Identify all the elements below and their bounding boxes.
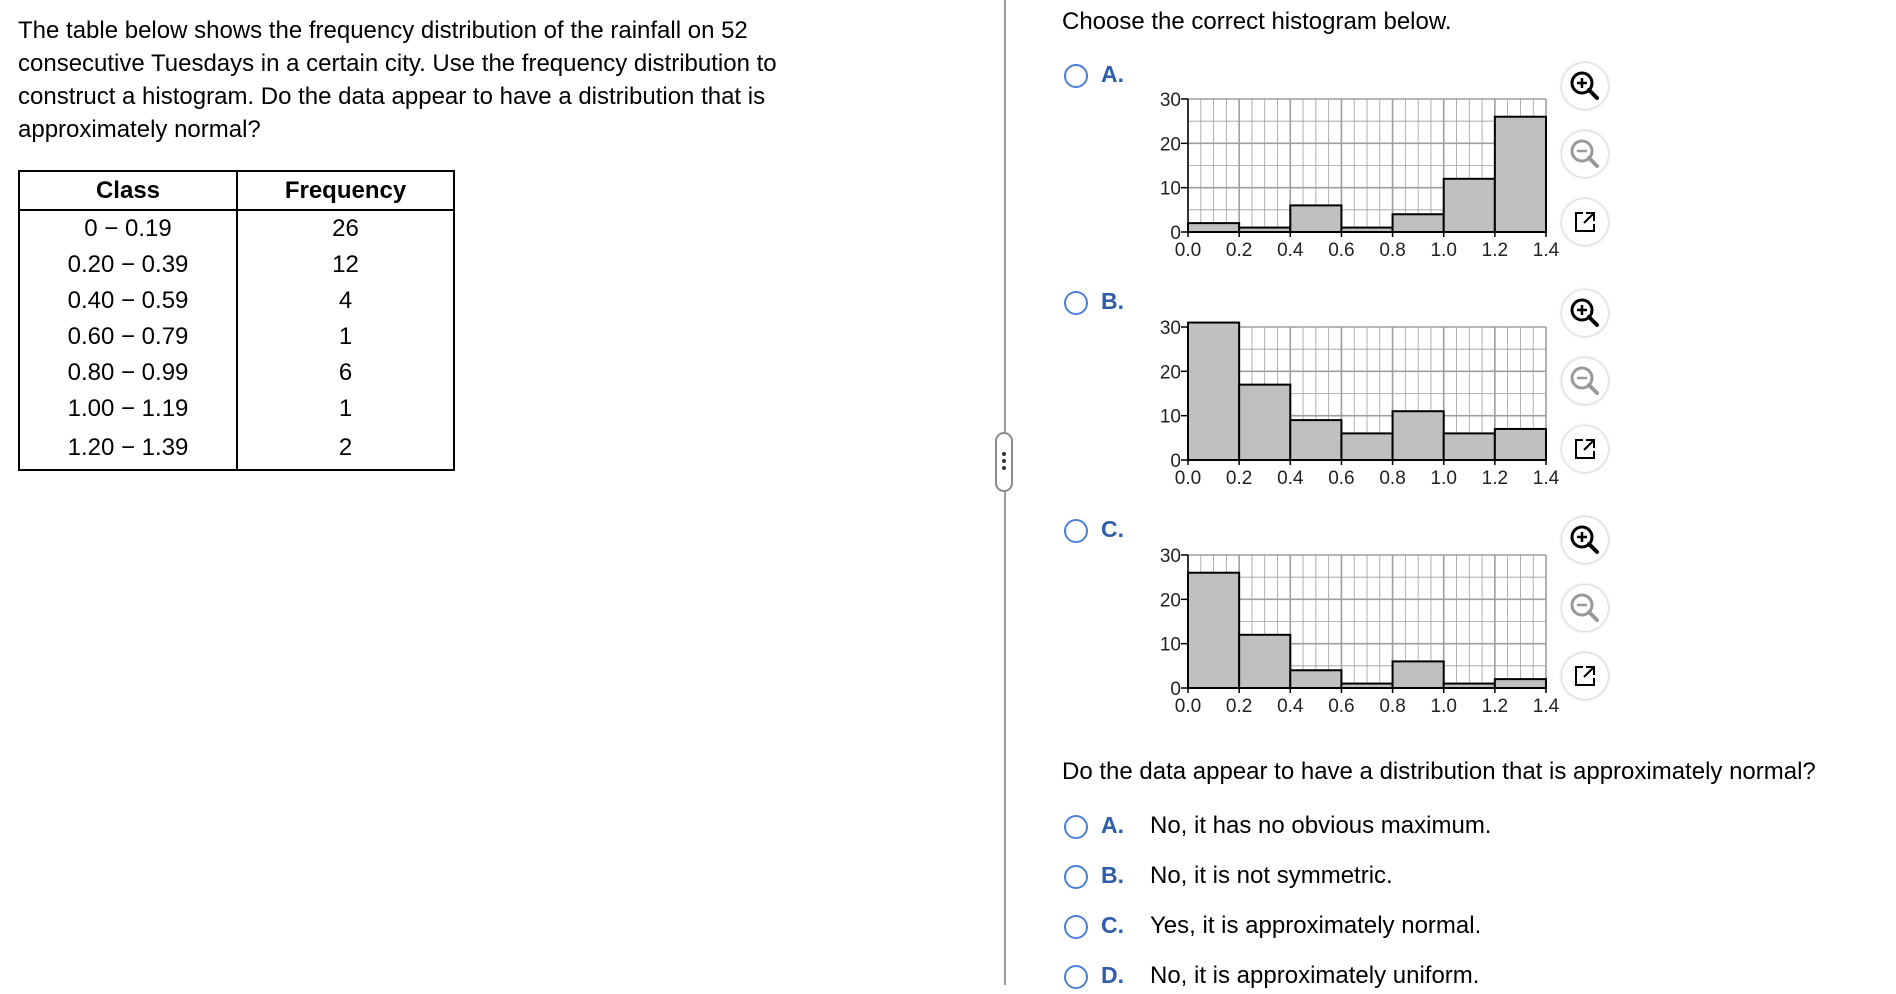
answer-radio-d[interactable] <box>1064 965 1088 989</box>
table-row <box>19 427 454 470</box>
frequency-cell: 2 <box>237 427 454 470</box>
histogram-radio-c[interactable] <box>1064 519 1088 543</box>
x-tick-label: 0.0 <box>1174 240 1202 261</box>
x-tick-label: 0.0 <box>1174 468 1202 489</box>
answer-letter-a: A. <box>1101 812 1124 838</box>
x-tick-label: 1.2 <box>1481 468 1509 489</box>
class-cell: 0.60 − 0.79 <box>19 319 237 355</box>
external-link-icon <box>1562 199 1608 245</box>
zoom-out-icon <box>1562 358 1608 404</box>
table-row <box>19 355 454 391</box>
grip-dot <box>1002 452 1006 456</box>
histogram-bar <box>1290 670 1341 688</box>
y-tick-label: 0 <box>1170 679 1181 700</box>
zoom-in-icon <box>1562 517 1608 563</box>
x-tick-label: 1.2 <box>1481 696 1509 717</box>
histogram-bar <box>1188 223 1239 232</box>
question-text: The table below shows the frequency distribution of the rainfall on 52 consecutive Tuesdays in a certain city. Use the frequency distribution to construct a histogram. Do the data appear to have a distribution that is approximately normal? <box>18 17 777 143</box>
answer-letter-d: D. <box>1101 962 1124 988</box>
histogram-bar <box>1393 214 1444 232</box>
y-tick-label: 20 <box>1159 362 1181 384</box>
table-row <box>19 319 454 355</box>
x-tick-label: 1.4 <box>1532 468 1560 489</box>
histogram-bar <box>1495 117 1546 232</box>
histogram-radio-b[interactable] <box>1064 291 1088 315</box>
table-row <box>19 210 454 247</box>
open-in-new-window-button[interactable] <box>1562 426 1608 472</box>
histogram-c <box>1145 544 1565 719</box>
question-panel <box>18 14 878 146</box>
histogram-b <box>1145 316 1565 491</box>
class-cell: 1.00 − 1.19 <box>19 391 237 427</box>
histogram-bar <box>1341 433 1392 460</box>
zoom-in-button[interactable] <box>1562 290 1608 336</box>
y-tick-label: 20 <box>1159 590 1181 612</box>
x-tick-label: 0.2 <box>1225 468 1253 489</box>
histogram-bar <box>1393 661 1444 688</box>
class-cell: 0 − 0.19 <box>19 210 237 247</box>
normality-question: Do the data appear to have a distribution that is approximately normal? <box>1062 758 1816 785</box>
frequency-cell: 12 <box>237 247 454 283</box>
x-tick-label: 1.4 <box>1532 696 1560 717</box>
zoom-in-icon <box>1562 63 1608 109</box>
class-cell: 0.40 − 0.59 <box>19 283 237 319</box>
x-tick-label: 0.0 <box>1174 696 1202 717</box>
class-cell: 0.20 − 0.39 <box>19 247 237 283</box>
y-tick-label: 30 <box>1159 90 1181 111</box>
y-tick-label: 0 <box>1170 451 1181 472</box>
histogram-bar <box>1444 179 1495 232</box>
table-header-frequency: Frequency <box>237 171 454 210</box>
histogram-a <box>1145 88 1565 263</box>
histogram-bar <box>1188 323 1239 460</box>
answer-letter-b: B. <box>1101 862 1124 888</box>
x-tick-label: 0.8 <box>1379 696 1406 717</box>
histogram-prompt: Choose the correct histogram below. <box>1062 8 1452 35</box>
x-tick-label: 0.8 <box>1379 240 1406 261</box>
panel-resize-handle[interactable] <box>995 432 1013 492</box>
histogram-bar <box>1290 420 1341 460</box>
x-tick-label: 0.4 <box>1277 696 1304 717</box>
zoom-in-button[interactable] <box>1562 63 1608 109</box>
frequency-table <box>18 170 455 471</box>
zoom-in-icon <box>1562 290 1608 336</box>
zoom-out-button[interactable] <box>1562 131 1608 177</box>
class-cell: 1.20 − 1.39 <box>19 427 237 470</box>
frequency-cell: 4 <box>237 283 454 319</box>
x-tick-label: 0.6 <box>1328 468 1355 489</box>
histogram-bar <box>1444 433 1495 460</box>
x-tick-label: 1.0 <box>1430 240 1457 261</box>
y-tick-label: 0 <box>1170 223 1181 244</box>
answer-text-a[interactable]: No, it has no obvious maximum. <box>1150 812 1492 839</box>
answer-radio-c[interactable] <box>1064 915 1088 939</box>
zoom-out-icon <box>1562 131 1608 177</box>
table-row <box>19 283 454 319</box>
answer-text-d[interactable]: No, it is approximately uniform. <box>1150 962 1480 989</box>
x-tick-label: 0.6 <box>1328 240 1355 261</box>
histogram-letter-c: C. <box>1101 516 1124 542</box>
open-in-new-window-button[interactable] <box>1562 653 1608 699</box>
y-tick-label: 10 <box>1159 178 1181 200</box>
histogram-bar <box>1393 411 1444 460</box>
zoom-out-button[interactable] <box>1562 585 1608 631</box>
panel-divider <box>1004 0 1006 985</box>
zoom-out-icon <box>1562 585 1608 631</box>
x-tick-label: 0.6 <box>1328 696 1355 717</box>
x-tick-label: 1.2 <box>1481 240 1509 261</box>
frequency-cell: 26 <box>237 210 454 247</box>
answer-radio-b[interactable] <box>1064 865 1088 889</box>
histogram-bar <box>1188 573 1239 688</box>
x-tick-label: 0.4 <box>1277 468 1304 489</box>
y-tick-label: 10 <box>1159 406 1181 428</box>
answer-radio-a[interactable] <box>1064 815 1088 839</box>
x-tick-label: 0.8 <box>1379 468 1406 489</box>
x-tick-label: 0.2 <box>1225 240 1253 261</box>
answer-letter-c: C. <box>1101 912 1124 938</box>
table-header-row <box>19 171 454 210</box>
answer-text-c[interactable]: Yes, it is approximately normal. <box>1150 912 1482 939</box>
table-row <box>19 247 454 283</box>
histogram-bar <box>1239 385 1290 460</box>
open-in-new-window-button[interactable] <box>1562 199 1608 245</box>
x-tick-label: 1.0 <box>1430 468 1457 489</box>
zoom-out-button[interactable] <box>1562 358 1608 404</box>
histogram-letter-b: B. <box>1101 288 1124 314</box>
zoom-in-button[interactable] <box>1562 517 1608 563</box>
table-row <box>19 391 454 427</box>
class-cell: 0.80 − 0.99 <box>19 355 237 391</box>
external-link-icon <box>1562 426 1608 472</box>
x-tick-label: 0.2 <box>1225 696 1253 717</box>
grip-dot <box>1002 466 1006 470</box>
answer-text-b[interactable]: No, it is not symmetric. <box>1150 862 1393 889</box>
frequency-cell: 1 <box>237 319 454 355</box>
y-tick-label: 30 <box>1159 318 1181 339</box>
histogram-bar <box>1239 635 1290 688</box>
y-tick-label: 10 <box>1159 634 1181 656</box>
histogram-bar <box>1495 429 1546 460</box>
x-tick-label: 1.4 <box>1532 240 1560 261</box>
histogram-bar <box>1290 205 1341 232</box>
x-tick-label: 0.4 <box>1277 240 1304 261</box>
frequency-cell: 1 <box>237 391 454 427</box>
frequency-cell: 6 <box>237 355 454 391</box>
histogram-bar <box>1495 679 1546 688</box>
grip-dot <box>1002 459 1006 463</box>
y-tick-label: 20 <box>1159 134 1181 156</box>
table-header-class: Class <box>19 171 237 210</box>
histogram-letter-a: A. <box>1101 61 1124 87</box>
histogram-radio-a[interactable] <box>1064 64 1088 88</box>
x-tick-label: 1.0 <box>1430 696 1457 717</box>
external-link-icon <box>1562 653 1608 699</box>
y-tick-label: 30 <box>1159 546 1181 567</box>
